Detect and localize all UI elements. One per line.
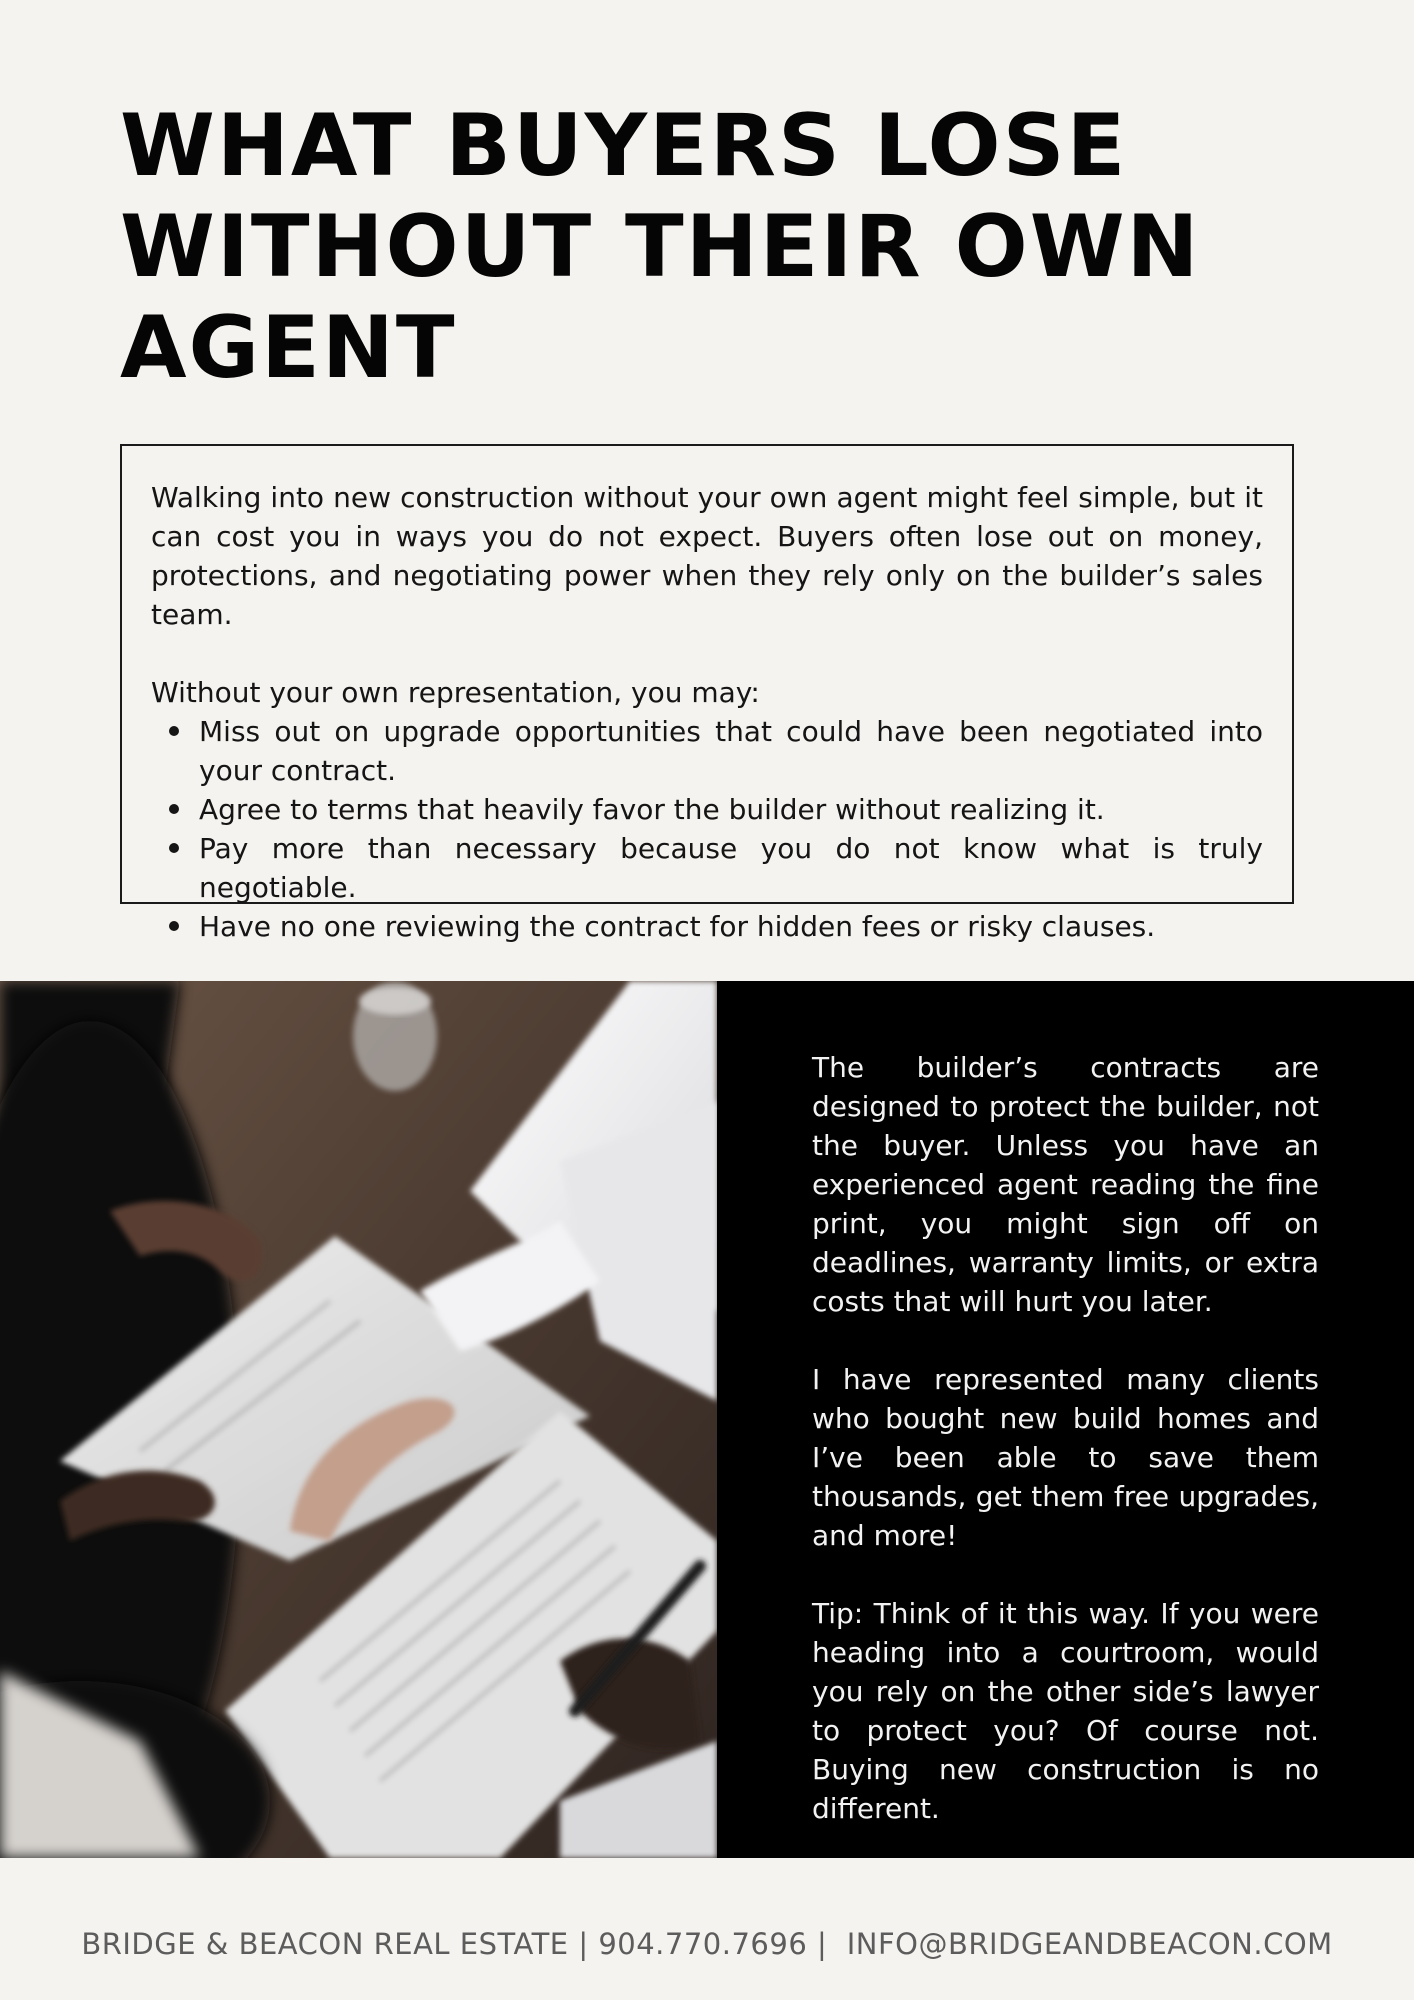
list-item bbox=[199, 829, 1263, 907]
bullet-icon bbox=[169, 921, 179, 931]
bullet-icon bbox=[169, 804, 179, 814]
list-item-text: Have no one reviewing the contract for hidden fees or risky clauses. bbox=[199, 910, 1156, 943]
dark-info-panel bbox=[717, 981, 1414, 1858]
contract-signing-photo bbox=[0, 981, 717, 1858]
panel-tip: Tip: Think of it this way. If you were heading into a courtroom, would you rely on the other side’s lawyer to protect you? Of course not. Buying new construction is no different. bbox=[812, 1597, 1319, 1825]
panel-paragraph: The builder’s contracts are designed to protect the builder, not the buyer. Unless you have an experienced agent reading the fine print, you might sign off on deadlines, warranty limits, or extra costs that will hurt you later. bbox=[812, 1051, 1319, 1318]
intro-box bbox=[120, 444, 1294, 943]
intro-lead: Without your own representation, you may: bbox=[151, 676, 760, 709]
page-title: WHAT BUYERS LOSE WITHOUT THEIR OWN AGENT bbox=[120, 96, 1201, 398]
panel-text bbox=[812, 1048, 1319, 1867]
contract-signing-illustration bbox=[0, 981, 717, 1858]
list-item bbox=[199, 907, 1263, 946]
loss-list bbox=[151, 712, 1263, 946]
list-item-text: Miss out on upgrade opportunities that could have been negotiated into your contract. bbox=[199, 715, 1263, 787]
list-item-text: Pay more than necessary because you do not know what is truly negotiable. bbox=[199, 832, 1263, 904]
bullet-icon bbox=[169, 726, 179, 736]
footer-contact: BRIDGE & BEACON REAL ESTATE | 904.770.7696 | INFO@BRIDGEANDBEACON.COM bbox=[81, 1927, 1333, 1961]
intro-paragraph: Walking into new construction without your own agent might feel simple, but it can cost you in ways you do not expect. Buyers often lose out on money, protections, and negotiating power when they rely only on the builder’s sales team. bbox=[151, 481, 1263, 631]
panel-paragraph: I have represented many clients who bought new build homes and I’ve been able to save them thousands, get them free upgrades, and more! bbox=[812, 1363, 1319, 1552]
list-item-text: Agree to terms that heavily favor the builder without realizing it. bbox=[199, 793, 1105, 826]
bullet-icon bbox=[169, 843, 179, 853]
list-item bbox=[199, 712, 1263, 790]
list-item bbox=[199, 790, 1263, 829]
